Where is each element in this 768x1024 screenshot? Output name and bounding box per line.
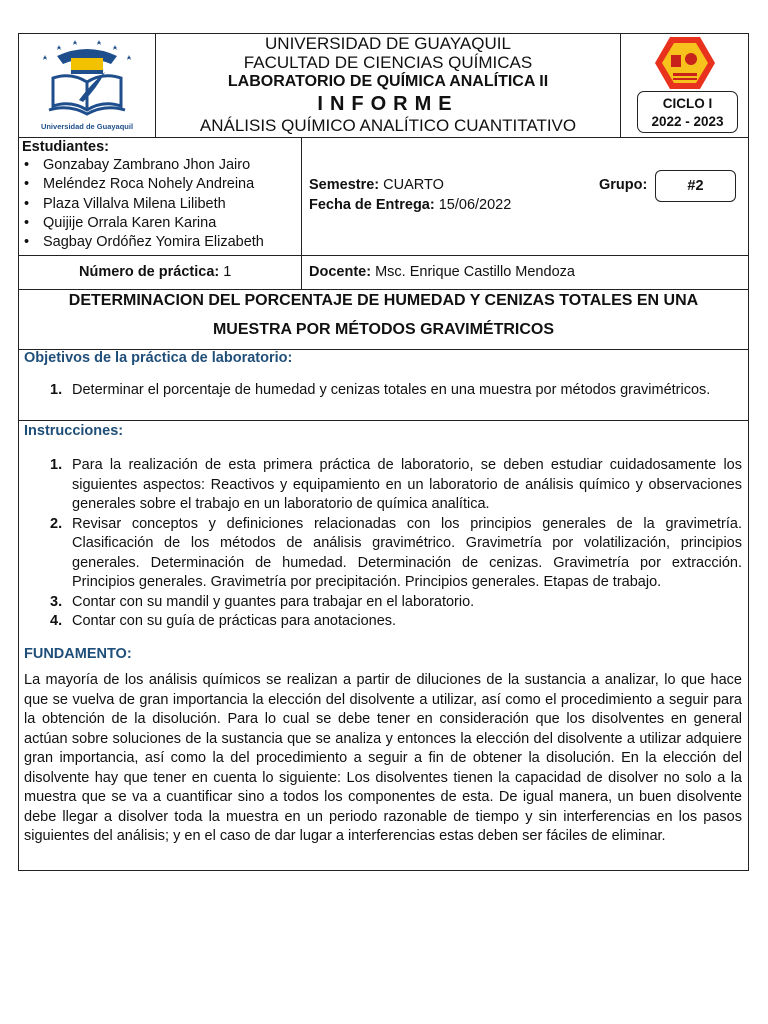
objective-text: Determinar el porcentaje de humedad y cenizas totales en una muestra por métodos gravimétricos. xyxy=(72,382,711,398)
practice-title-line-2: MUESTRA POR MÉTODOS GRAVIMÉTRICOS xyxy=(212,321,555,338)
cycle-label: CICLO I xyxy=(662,96,713,111)
faculty-name: FACULTAD DE CIENCIAS QUÍMICAS xyxy=(243,53,533,72)
objectives-heading: Objetivos de la práctica de laboratorio: xyxy=(24,350,293,366)
instruction-item: 4. Contar con su guía de prácticas para anotaciones. xyxy=(50,613,397,629)
lab-name: LABORATORIO DE QUÍMICA ANALÍTICA II xyxy=(227,73,549,90)
instruction-text: Contar con su mandil y guantes para trabajar en el laboratorio. xyxy=(72,593,475,610)
fundamento-heading: FUNDAMENTO: xyxy=(24,646,132,662)
instructions-section xyxy=(19,421,748,870)
teacher-value: Msc. Enrique Castillo Mendoza xyxy=(375,264,575,280)
faculty-logo xyxy=(655,37,715,89)
delivery-date-line xyxy=(309,197,511,213)
teacher-label: Docente: xyxy=(309,264,372,280)
objectives-list xyxy=(19,381,742,401)
cycle-years: 2022 - 2023 xyxy=(651,114,724,129)
instruction-item: 1. Para la realización de esta primera práctica de laboratorio, se deben estudiar cuidadosamente los siguientes aspectos: Reactivos y equipamiento en un laboratorio de análisis químico y observaciones generales sobre el trabajo en un laboratorio de química analítica. xyxy=(50,457,742,512)
report-document xyxy=(18,33,749,871)
semester-value: CUARTO xyxy=(383,177,444,193)
objectives-row xyxy=(19,350,748,421)
teacher xyxy=(309,264,575,280)
group-box xyxy=(655,170,736,202)
fundamento-text: La mayoría de los análisis químicos se realizan a partir de diluciones de la sustancia a analizar, lo que hace que se vuelva de gran importancia la elección del disolvente a utilizar, así como el procedimiento a seguir para la obtención de la disolución. Para lo cual se debe tener en consideración que los disolventes en general actúan sobre soluciones de la sustancia que se analiza y entonces la elección del disolvente a utilizar adquiere gran importancia, así como la del procedimiento a seguir a fin de obtener la disolución. En la elección del disolvente hay que tener en cuenta lo siguiente: Los disolventes tienen la capacidad de disolver no solo a la muestra que se va a cuantificar sino a todos los componentes de esta. De igual manera, un buen disolvente debe llegar a disolver toda la muestra en un periodo razonable de tiempo y sin interferencias en los pasos siguientes del análisis; y en el caso de dar lugar a interferencias estas deben ser fáciles de eliminar. xyxy=(24,672,742,844)
semester-label: Semestre: xyxy=(309,177,380,193)
student-name: • Plaza Villalva Milena Lilibeth xyxy=(22,195,300,214)
practice-number xyxy=(79,264,231,280)
practice-row xyxy=(19,256,748,290)
practice-number-label: Número de práctica: xyxy=(79,264,220,280)
cycle-badge xyxy=(637,91,738,133)
instruction-item: 2. Revisar conceptos y definiciones relacionadas con los principios generales de la gravimetría. Clasificación de los métodos de análisis gravimétrico. Gravimetría por volatilización, principios generales. Determinación de humedad. Determinación de cenizas. Gravimetría por extracción. Principios generales. Gravimetría por precipitación. Principios generales. Etapas de trabajo. xyxy=(50,515,742,590)
instruction-item: 3. Contar con su mandil y guantes para trabajar en el laboratorio. xyxy=(50,593,475,610)
student-name: • Gonzabay Zambrano Jhon Jairo xyxy=(22,156,300,175)
header-row xyxy=(19,34,748,138)
instruction-text: Para la realización de esta primera práctica de laboratorio, se deben estudiar cuidadosamente los siguientes aspectos: Reactivos y equipamiento en un laboratorio de análisis químico y observaciones generales sobre el trabajo en un laboratorio de química analítica. xyxy=(72,457,742,512)
header-titles xyxy=(156,34,620,136)
delivery-date-value: 15/06/2022 xyxy=(438,197,512,213)
semester-line xyxy=(309,177,444,193)
practice-title-line-1: DETERMINACION DEL PORCENTAJE DE HUMEDAD Y CENIZAS TOTALES EN UNA xyxy=(68,292,699,309)
report-title: INFORME xyxy=(317,93,459,115)
instruction-text: Revisar conceptos y definiciones relacionadas con los principios generales de la gravimetría. Clasificación de los métodos de análisis gravimétrico. Gravimetría por volatilización, principios generales. Determinación de humedad. Determinación de cenizas. Gravimetría por extracción. Principios generales. Gravimetría por precipitación. Principios generales. Etapas de trabajo. xyxy=(72,515,742,590)
group-label: Grupo: xyxy=(599,177,648,193)
student-name: • Sagbay Ordóñez Yomira Elizabeth xyxy=(22,233,300,252)
student-name: • Quijije Orrala Karen Karina xyxy=(22,214,300,233)
university-logo xyxy=(19,34,155,138)
delivery-date-label: Fecha de Entrega: xyxy=(309,197,435,213)
practice-title-row xyxy=(19,290,748,350)
logo-caption: Universidad de Guayaquil xyxy=(40,122,134,131)
student-name: • Meléndez Roca Nohely Andreina xyxy=(22,175,300,194)
students-label: Estudiantes: xyxy=(22,139,110,155)
report-subject: ANÁLISIS QUÍMICO ANALÍTICO CUANTITATIVO xyxy=(199,116,577,135)
instruction-text: Contar con su guía de prácticas para anotaciones. xyxy=(72,613,397,629)
practice-number-value: 1 xyxy=(223,264,232,280)
group-value: #2 xyxy=(687,178,704,194)
objective-item: 1. Determinar el porcentaje de humedad y cenizas totales en una muestra por métodos gravimétricos. xyxy=(50,382,711,398)
students-block xyxy=(22,138,300,252)
university-name: UNIVERSIDAD DE GUAYAQUIL xyxy=(265,34,511,53)
instructions-heading: Instrucciones: xyxy=(24,423,124,439)
students-row xyxy=(19,138,748,256)
instructions-list xyxy=(19,456,742,632)
